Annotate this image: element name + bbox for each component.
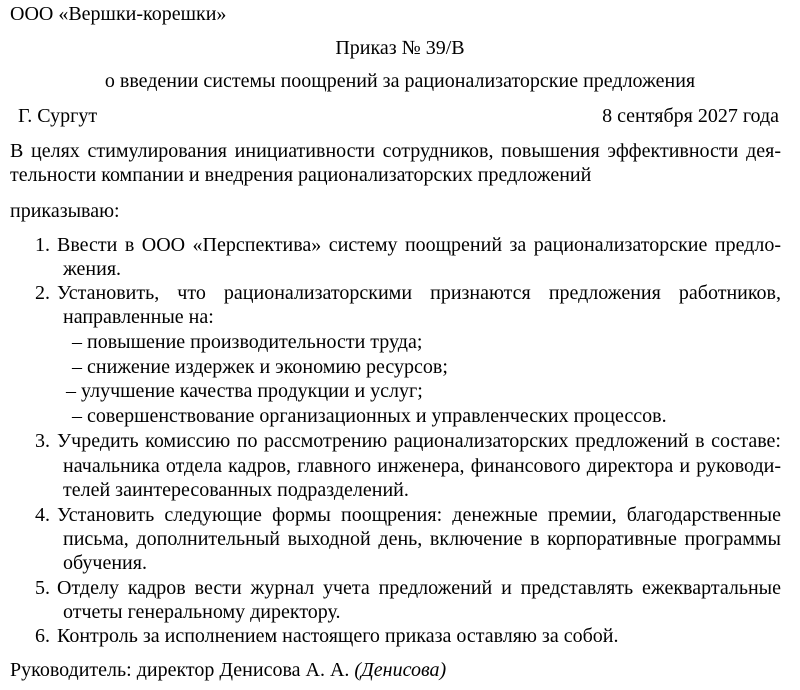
item-line: направленные на: [63, 306, 214, 328]
item-line: жения. [63, 258, 122, 280]
item-line: Ввести в ООО «Перспектива» систему поощрений за рационализаторские предло- [57, 234, 781, 256]
item-number: 2. [35, 282, 50, 304]
signature-line [10, 658, 446, 682]
item-number: 4. [35, 504, 50, 526]
signature-label: Руководитель: директор Денисова А. А. [10, 659, 350, 681]
item-line: обучения. [63, 552, 147, 574]
bullet-item: – снижение издержек и экономию ресурсов; [72, 356, 448, 378]
item-line: письма, дополнительный выходной день, включение в корпоративные программы [63, 528, 781, 550]
item-line: Контроль за исполнением настоящего приказа оставляю за собой. [57, 625, 619, 647]
order-subject: о введении системы поощрений за рационализаторские предложения [104, 70, 696, 92]
item-number: 6. [35, 625, 50, 647]
handwritten-signature: (Денисова) [354, 659, 447, 681]
order-city: Г. Сургут [18, 105, 98, 127]
item-line: Учредить комиссию по рассмотрению рационализаторских предложений в составе: [57, 430, 781, 452]
item-number: 5. [35, 577, 50, 599]
item-line: Установить следующие формы поощрения: денежные премии, благодарственные [57, 504, 781, 526]
item-number: 3. [35, 430, 50, 452]
item-line: начальника отдела кадров, главного инженера, финансового директора и руководи- [63, 455, 781, 477]
order-word: приказываю: [10, 200, 120, 222]
item-line: Отделу кадров вести журнал учета предложений и представлять ежеквартальные [57, 577, 781, 599]
item-line: Установить, что рационализаторскими признаются предложения работников, [57, 282, 781, 304]
item-number: 1. [35, 234, 50, 256]
order-title: Приказ № 39/В [335, 37, 465, 59]
preamble-line-1: В целях стимулирования инициативности сотрудников, повышения эффективности дея- [10, 140, 781, 162]
item-line: отчеты генеральному директору. [63, 601, 341, 623]
preamble-line-2: тельности компании и внедрения рационализаторских предложений [10, 164, 592, 186]
organization-name: ООО «Вершки-корешки» [10, 3, 227, 25]
order-date: 8 сентября 2027 года [602, 105, 779, 127]
item-line: телей заинтересованных подразделений. [63, 479, 409, 501]
bullet-item: – улучшение качества продукции и услуг; [66, 380, 423, 402]
bullet-item: – повышение производительности труда; [72, 331, 423, 353]
bullet-item: – совершенствование организационных и управленческих процессов. [72, 405, 667, 427]
